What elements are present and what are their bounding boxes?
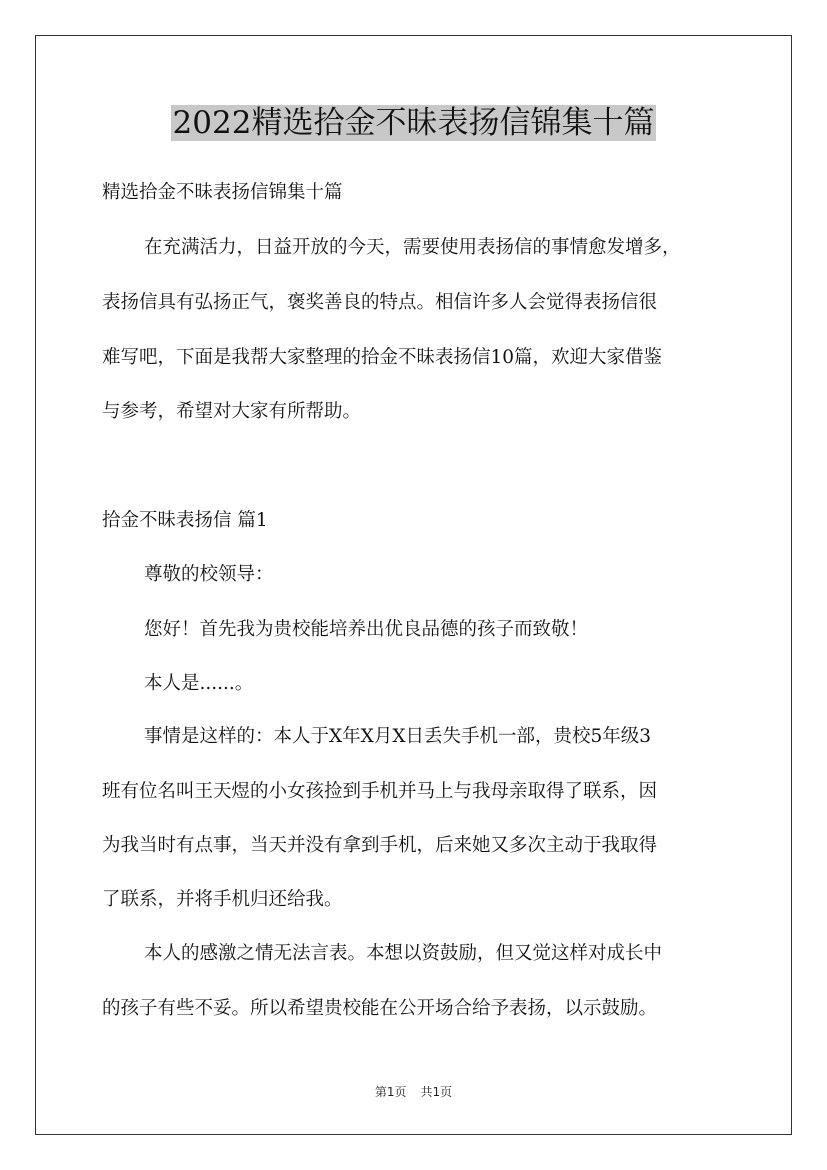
letter-line-story-1: 事情是这样的：本人于X年X月X日丢失手机一部，贵校5年级3: [144, 726, 652, 747]
letter-intro: 本人是......。: [144, 673, 254, 694]
page-number-total: 共1页: [420, 1085, 453, 1099]
intro-line-4: 与参考，希望对大家有所帮助。: [102, 401, 362, 422]
intro-line-3: 难写吧，下面是我帮大家整理的拾金不昧表扬信10篇，欢迎大家借鉴: [102, 347, 663, 368]
page-number-current: 第1页: [374, 1085, 407, 1099]
letter-line-thanks-1: 本人的感激之情无法言表。本想以资鼓励，但又觉这样对成长中: [144, 943, 663, 964]
section-heading: 拾金不昧表扬信 篇1: [102, 510, 268, 531]
letter-greeting: 您好！首先我为贵校能培养出优良品德的孩子而致敬！: [144, 619, 589, 640]
document-subtitle: 精选拾金不昧表扬信锦集十篇: [102, 182, 343, 203]
intro-line-2: 表扬信具有弘扬正气，褒奖善良的特点。相信许多人会觉得表扬信很: [102, 292, 658, 313]
document-title-text: 2022精选拾金不昧表扬信锦集十篇: [172, 105, 655, 141]
letter-line-story-2: 班有位名叫王天煜的小女孩捡到手机并马上与我母亲取得了联系，因: [102, 781, 658, 802]
letter-line-story-3: 为我当时有点事，当天并没有拿到手机，后来她又多次主动于我取得: [102, 835, 658, 856]
letter-salutation: 尊敬的校领导：: [144, 564, 274, 585]
letter-line-story-4: 了联系，并将手机归还给我。: [102, 889, 343, 910]
intro-line-1: 在充满活力，日益开放的今天，需要使用表扬信的事情愈发增多，: [144, 237, 681, 258]
document-title: [0, 103, 827, 143]
page-footer: [0, 1084, 827, 1100]
letter-line-thanks-2: 的孩子有些不妥。所以希望贵校能在公开场合给予表扬，以示鼓励。: [102, 998, 658, 1019]
